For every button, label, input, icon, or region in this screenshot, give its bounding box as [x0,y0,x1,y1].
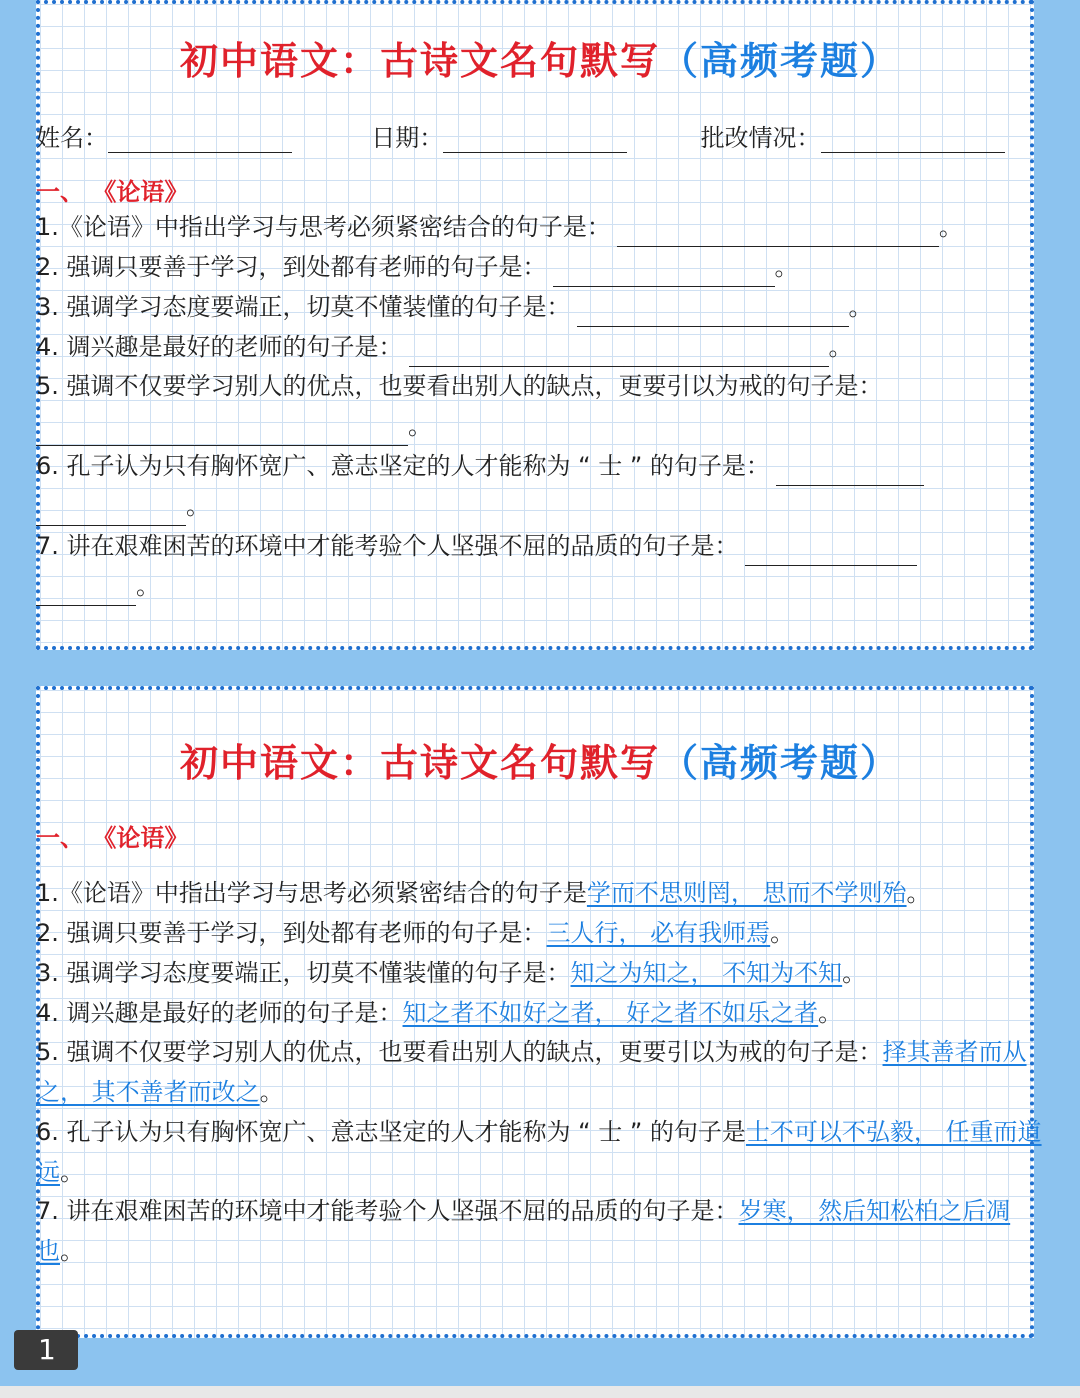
worksheet-title: 初中语文：古诗文名句默写（高频考题） [179,38,901,83]
section-heading: 一、 《论语》 [36,178,189,206]
grade-label: 批改情况： [700,124,821,152]
date-blank [443,126,627,153]
question-4: 4. 调兴趣是最好的老师的句子是： 。 [36,327,1052,367]
question-2: 2. 强调只要善于学习，到处都有老师的句子是： 。 [36,247,1052,287]
answer-6: 6. 孔子认为只有胸怀宽广、意志坚定的人才能称为 “ 士 ” 的句子是士不可以不弘毅， 任重而道远。 [36,1118,1042,1186]
date-label: 日期： [371,124,444,152]
bottom-bar [0,1386,1080,1398]
page-number-badge: 1 [14,1330,78,1370]
question-7: 7. 讲在艰难困苦的环境中才能考验个人坚强不屈的品质的句子是： 。 [36,526,1052,606]
answer-section-heading: 一、 《论语》 [36,824,189,852]
question-5: 5. 强调不仅要学习别人的优点，也要看出别人的缺点，更要引以为戒的句子是： 。 [36,366,1052,446]
grade-blank [821,126,1005,153]
answer-2: 2. 强调只要善于学习，到处都有老师的句子是：三人行， 必有我师焉。 [36,919,795,947]
answer-7: 7. 讲在艰难困苦的环境中才能考验个人坚强不屈的品质的句子是：岁寒， 然后知松柏之后凋也。 [36,1197,1011,1265]
answer-title: 初中语文：古诗文名句默写（高频考题） [179,740,901,785]
question-1: 1.《论语》中指出学习与思考必须紧密结合的句子是： 。 [36,207,1052,247]
name-blank [108,126,292,153]
name-label: 姓名： [36,124,108,152]
question-6: 6. 孔子认为只有胸怀宽广、意志坚定的人才能称为 “ 士 ” 的句子是： 。 [36,446,1052,526]
answer-4: 4. 调兴趣是最好的老师的句子是：知之者不如好之者， 好之者不如乐之者。 [36,999,843,1027]
question-3: 3. 强调学习态度要端正，切莫不懂装懂的句子是： 。 [36,287,1052,327]
answer-1: 1.《论语》中指出学习与思考必须紧密结合的句子是学而不思则罔， 思而不学则殆。 [36,879,931,907]
answer-5: 5. 强调不仅要学习别人的优点，也要看出别人的缺点，更要引以为戒的句子是：择其善者而从之， 其不善者而改之。 [36,1038,1027,1106]
answer-3: 3. 强调学习态度要端正，切莫不懂装懂的句子是：知之为知之， 不知为不知。 [36,959,867,987]
student-info-row [36,118,1005,153]
